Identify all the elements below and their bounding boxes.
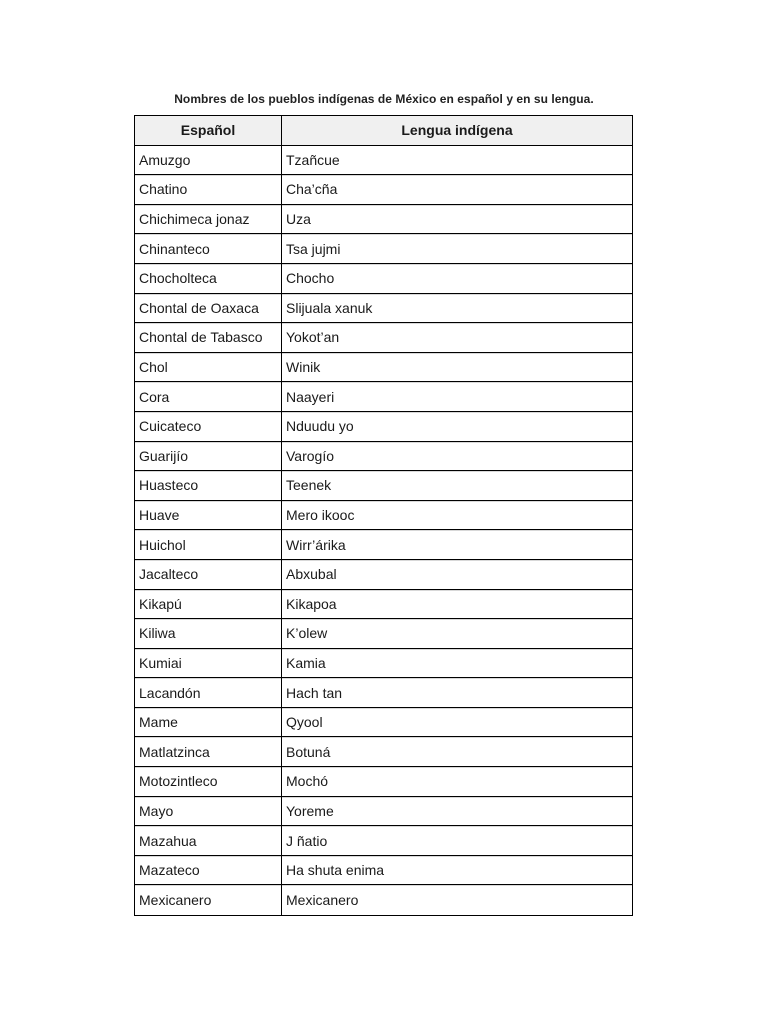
cell-espanol: Lacandón (135, 678, 282, 707)
cell-espanol: Chontal de Tabasco (135, 323, 282, 352)
languages-table (134, 115, 633, 916)
cell-espanol: Mazahua (135, 826, 282, 855)
cell-lengua-indigena: Hach tan (286, 684, 343, 701)
cell-lengua-indigena: Mexicanero (286, 892, 359, 909)
cell-lengua-indigena: Teenek (286, 477, 332, 494)
cell-lengua-indigena: Winik (286, 359, 321, 376)
cell-espanol: Mazateco (135, 856, 282, 885)
cell-espanol: Chontal de Oaxaca (135, 294, 282, 323)
cell-espanol: Chocholteca (135, 264, 282, 293)
table-row (135, 353, 632, 383)
table-row (135, 619, 632, 649)
cell-espanol: Chichimeca jonaz (135, 205, 282, 234)
cell-lengua-indigena: Mochó (286, 773, 329, 790)
table-row (135, 590, 632, 620)
cell-espanol: Huichol (135, 530, 282, 559)
cell-espanol: Huasteco (135, 471, 282, 500)
cell-espanol: Motozintleco (135, 767, 282, 796)
cell-lengua-indigena: Kikapoa (286, 595, 337, 612)
cell-espanol: Mame (135, 708, 282, 737)
cell-lengua-indigena: Ha shuta enima (286, 862, 385, 879)
cell-lengua-indigena: Cha’cña (286, 181, 338, 198)
cell-lengua-indigena: Qyool (286, 714, 323, 731)
table-row (135, 501, 632, 531)
table-row (135, 885, 632, 915)
cell-lengua-indigena: Yoreme (286, 802, 334, 819)
cell-lengua-indigena: Nduudu yo (286, 418, 354, 435)
table-row (135, 205, 632, 235)
cell-lengua-indigena: Uza (286, 211, 311, 228)
table-row (135, 471, 632, 501)
table-row (135, 294, 632, 324)
cell-lengua-indigena: J ñatio (286, 832, 328, 849)
table-row (135, 767, 632, 797)
table-row (135, 797, 632, 827)
cell-lengua-indigena: Kamia (286, 654, 326, 671)
cell-espanol: Huave (135, 501, 282, 530)
cell-espanol: Chinanteco (135, 234, 282, 263)
cell-espanol: Kiliwa (135, 619, 282, 648)
cell-lengua-indigena: Wirr’árika (286, 536, 346, 553)
header-espanol: Español (135, 116, 282, 145)
table-row (135, 530, 632, 560)
cell-lengua-indigena: Tsa jujmi (286, 240, 341, 257)
table-body (135, 146, 632, 915)
table-row (135, 826, 632, 856)
table-row (135, 146, 632, 176)
table-caption: Nombres de los pueblos indígenas de México en español y en su lengua. (174, 92, 594, 106)
cell-lengua-indigena: Naayeri (286, 388, 335, 405)
table-row (135, 737, 632, 767)
cell-lengua-indigena: Tzañcue (286, 151, 340, 168)
table-header-row (135, 116, 632, 146)
cell-espanol: Chol (135, 353, 282, 382)
table-row (135, 264, 632, 294)
cell-lengua-indigena: Chocho (286, 270, 335, 287)
cell-lengua-indigena: Mero ikooc (286, 507, 355, 524)
cell-lengua-indigena: Abxubal (286, 566, 337, 583)
cell-lengua-indigena: K’olew (286, 625, 328, 642)
cell-espanol: Amuzgo (135, 146, 282, 175)
table-row (135, 234, 632, 264)
cell-espanol: Cuicateco (135, 412, 282, 441)
table-row (135, 678, 632, 708)
cell-espanol: Kumiai (135, 649, 282, 678)
table-row (135, 649, 632, 679)
cell-espanol: Mexicanero (135, 885, 282, 915)
table-row (135, 382, 632, 412)
table-row (135, 175, 632, 205)
table-row (135, 560, 632, 590)
cell-espanol: Kikapú (135, 590, 282, 619)
cell-espanol: Chatino (135, 175, 282, 204)
table-row (135, 708, 632, 738)
table-row (135, 412, 632, 442)
cell-espanol: Guarijío (135, 442, 282, 471)
table-row (135, 323, 632, 353)
table-row (135, 442, 632, 472)
cell-espanol: Jacalteco (135, 560, 282, 589)
cell-espanol: Cora (135, 382, 282, 411)
cell-lengua-indigena: Botuná (286, 743, 331, 760)
cell-espanol: Mayo (135, 797, 282, 826)
cell-espanol: Matlatzinca (135, 737, 282, 766)
header-lengua-indigena: Lengua indígena (282, 116, 632, 145)
cell-lengua-indigena: Slijuala xanuk (286, 299, 373, 316)
table-row (135, 856, 632, 886)
cell-lengua-indigena: Yokot’an (286, 329, 340, 346)
cell-lengua-indigena: Varogío (286, 447, 334, 464)
